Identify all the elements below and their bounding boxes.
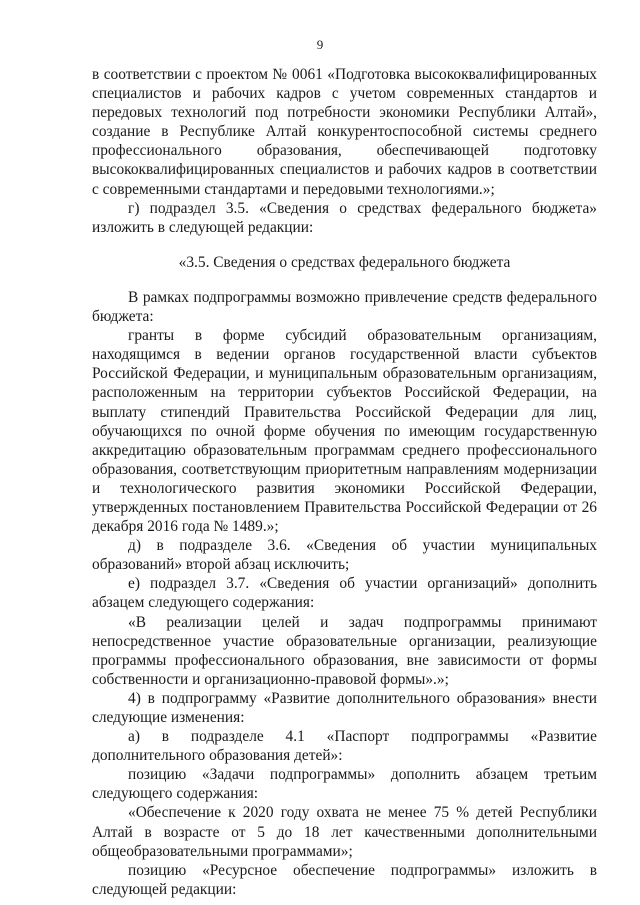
paragraph-organizations-participation: «В реализации целей и задач подпрограммы принимают непосредственное участие образовательные организации, реализующие программы профессионального образования, вне зависимости от формы собственности и организационно-правовой формы».»; bbox=[92, 613, 597, 688]
paragraph-grants: гранты в форме субсидий образовательным организациям, находящимся в ведении органов государственной власти субъектов Российской Федерации, и муниципальным образовательным организациям, расположенным на территории субъектов Российской Федерации, на выплату стипендий Правительства Российской Федерации для лиц, обучающихся по очной форме обучения по имеющим государственную аккредитацию образовательным программам среднего профессионального образования, соответствующим приоритетным направлениям модернизации и технологического развития экономики Российской Федерации, утвержденных постановлением Правительства Российской Федерации от 26 декабря 2016 года № 1489.»; bbox=[92, 327, 597, 536]
document-body bbox=[92, 65, 597, 899]
section-heading-3-5: «3.5. Сведения о средствах федерального бюджета bbox=[178, 253, 511, 271]
paragraph-tasks-position: позицию «Задачи подпрограммы» дополнить абзацем третьим следующего содержания: bbox=[92, 766, 597, 803]
paragraph-subsection-3-6: д) в подразделе 3.6. «Сведения об участии муниципальных образований» второй абзац исключить; bbox=[92, 537, 597, 574]
paragraph-coverage-75-percent: «Обеспечение к 2020 году охвата не менее 75 % детей Республики Алтай в возрасте от 5 до 18 лет качественными дополнительными общеобразовательными программами»; bbox=[92, 804, 597, 860]
paragraph-project-0061: в соответствии с проектом № 0061 «Подготовка высококвалифицированных специалистов и рабочих кадров с учетом современных стандартов и передовых технологий под потребности экономики Республики Алтай», создание в Республике Алтай конкурентоспособной системы среднего профессионального образования, обеспечивающей подготовку высококвалифицированных специалистов и рабочих кадров в соответствии с современными стандартами и передовыми технологиями.»; bbox=[92, 66, 597, 198]
paragraph-item-4: 4) в подпрограмму «Развитие дополнительного образования» внести следующие изменения: bbox=[92, 689, 597, 726]
paragraph-subsection-3-5: г) подраздел 3.5. «Сведения о средствах федерального бюджета» изложить в следующей редакции: bbox=[92, 199, 597, 236]
paragraph-federal-budget-intro: В рамках подпрограммы возможно привлечение средств федерального бюджета: bbox=[92, 288, 597, 326]
paragraph-resource-position: позицию «Ресурсное обеспечение подпрограммы» изложить в следующей редакции: bbox=[92, 861, 597, 898]
paragraph-subsection-4-1: а) в подразделе 4.1 «Паспорт подпрограммы «Развитие дополнительного образования детей»: bbox=[92, 728, 597, 765]
paragraph-subsection-3-7: е) подраздел 3.7. «Сведения об участии организаций» дополнить абзацем следующего содержания: bbox=[92, 575, 597, 612]
page-number: 9 bbox=[316, 37, 324, 52]
